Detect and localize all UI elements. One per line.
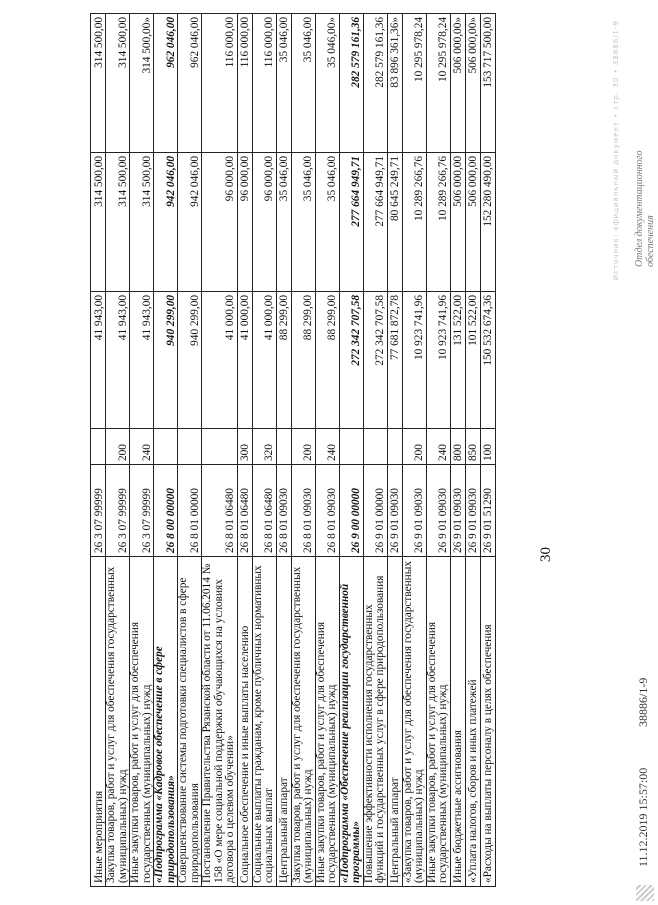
footer-doc-id: 38886/1-9: [636, 677, 650, 727]
cell-name: «Подпрограмма «Обеспечение реализации государственной программы»: [339, 557, 363, 887]
cell-value-1: 10 923 741,96: [402, 292, 426, 429]
cell-name: Иные закупки товаров, работ и услуг для обеспечения государственных (муниципальных) нужд: [426, 557, 450, 887]
table-row: [465, 14, 480, 887]
cell-value-3: 506 000,00»: [450, 14, 465, 153]
cell-vr: [276, 429, 291, 465]
cell-value-2: 80 645 249,71: [387, 153, 402, 292]
cell-name: Социальное обеспечение и иные выплаты населению: [237, 557, 252, 887]
cell-value-3: 35 046,00»: [315, 14, 339, 153]
cell-code: 26 8 01 09030: [315, 465, 339, 557]
cell-name: «Уплата налогов, сборов и иных платежей: [465, 557, 480, 887]
table-row: [91, 14, 106, 887]
cell-value-3: 35 046,00: [276, 14, 291, 153]
budget-table: [90, 13, 496, 887]
cell-value-3: 962 046,00: [154, 14, 178, 153]
cell-value-1: 41 000,00: [202, 292, 238, 429]
cell-code: 26 9 01 09030: [426, 465, 450, 557]
cell-value-2: 96 000,00: [237, 153, 252, 292]
cell-code: 26 3 07 99999: [130, 465, 154, 557]
cell-value-1: 88 299,00: [276, 292, 291, 429]
footer-stamp: [634, 150, 656, 267]
cell-value-2: 277 664 949,71: [339, 153, 363, 292]
cell-value-3: 35 046,00: [291, 14, 315, 153]
cell-code: 26 9 00 00000: [339, 465, 363, 557]
cell-value-3: 314 500,00: [91, 14, 106, 153]
cell-name: Повышение эффективности исполнения государственных функций и государственных услуг в сфере природопользования: [363, 557, 387, 887]
cell-vr: [363, 429, 387, 465]
cell-value-3: 962 046,00: [178, 14, 202, 153]
cell-value-1: 272 342 707,58: [339, 292, 363, 429]
table-row: [387, 14, 402, 887]
cell-value-3: 10 295 978,24: [426, 14, 450, 153]
cell-value-2: 942 046,00: [178, 153, 202, 292]
cell-value-1: 41 000,00: [252, 292, 276, 429]
cell-value-1: 940 299,00: [154, 292, 178, 429]
cell-value-1: 10 923 741,96: [426, 292, 450, 429]
cell-vr: 320: [252, 429, 276, 465]
cell-name: «Подпрограмма «Кадровое обеспечение в сфере природопользования»: [154, 557, 178, 887]
cell-value-2: 96 000,00: [252, 153, 276, 292]
cell-vr: 800: [450, 429, 465, 465]
cell-code: 26 8 01 09030: [291, 465, 315, 557]
cell-value-1: 41 943,00: [130, 292, 154, 429]
table-row: [252, 14, 276, 887]
cell-code: 26 8 01 09030: [276, 465, 291, 557]
cell-vr: 850: [465, 429, 480, 465]
cell-vr: [202, 429, 238, 465]
cell-value-3: 116 000,00: [202, 14, 238, 153]
table-row: [202, 14, 238, 887]
table-row: [154, 14, 178, 887]
cell-value-2: 35 046,00: [291, 153, 315, 292]
cell-value-2: 35 046,00: [315, 153, 339, 292]
cell-value-3: 10 295 978,24: [402, 14, 426, 153]
cell-value-1: 88 299,00: [315, 292, 339, 429]
cell-vr: 200: [402, 429, 426, 465]
cell-value-2: 35 046,00: [276, 153, 291, 292]
cell-name: «Расходы на выплаты персоналу в целях обеспечения: [480, 557, 495, 887]
table-row: [480, 14, 495, 887]
table-row: [315, 14, 339, 887]
cell-vr: [91, 429, 106, 465]
table-row: [363, 14, 387, 887]
qr-mark-icon: [636, 885, 654, 901]
cell-code: 26 8 01 06480: [202, 465, 238, 557]
rotated-page-content: [90, 14, 656, 887]
cell-name: Социальные выплаты гражданам, кроме публичных нормативных социальных выплат: [252, 557, 276, 887]
cell-value-3: 282 579 161,36: [339, 14, 363, 153]
cell-code: 26 3 07 99999: [106, 465, 130, 557]
cell-code: 26 9 01 09030: [450, 465, 465, 557]
cell-value-1: 41 943,00: [91, 292, 106, 429]
cell-vr: 240: [426, 429, 450, 465]
cell-code: 26 9 01 00000: [363, 465, 387, 557]
table-row: [402, 14, 426, 887]
cell-name: Центральный аппарат: [276, 557, 291, 887]
cell-value-2: 506 000,00: [450, 153, 465, 292]
footer-stamp-line2: обеспечения: [645, 215, 656, 267]
table-row: [339, 14, 363, 887]
cell-code: 26 8 01 06480: [237, 465, 252, 557]
cell-vr: 100: [480, 429, 495, 465]
cell-code: 26 9 01 09030: [387, 465, 402, 557]
cell-value-1: 150 532 674,36: [480, 292, 495, 429]
cell-vr: 300: [237, 429, 252, 465]
cell-vr: [387, 429, 402, 465]
footer-stamp-line1: Отдел документационного: [634, 150, 645, 267]
table-row: [291, 14, 315, 887]
cell-value-2: 152 280 490,00: [480, 153, 495, 292]
cell-name: Постановление Правительства Рязанской области от 11.06.2014 № 158 «О мере социальной поддержки обучающихся на условиях договора о целевом обучении»: [202, 557, 238, 887]
cell-value-2: 506 000,00: [465, 153, 480, 292]
cell-value-1: 940 299,00: [178, 292, 202, 429]
page-number: 30: [538, 547, 554, 562]
cell-value-1: 101 522,00: [465, 292, 480, 429]
cell-name: Центральный аппарат: [387, 557, 402, 887]
cell-vr: 200: [291, 429, 315, 465]
table-row: [450, 14, 465, 887]
cell-name: Иные закупки товаров, работ и услуг для обеспечения государственных (муниципальных) нужд: [315, 557, 339, 887]
cell-name: Иные бюджетные ассигнования: [450, 557, 465, 887]
cell-value-2: 314 500,00: [106, 153, 130, 292]
cell-value-2: 314 500,00: [130, 153, 154, 292]
cell-value-2: 314 500,00: [91, 153, 106, 292]
page-footer: [634, 14, 658, 887]
cell-value-2: 942 046,00: [154, 153, 178, 292]
cell-value-3: 506 000,00»: [465, 14, 480, 153]
footer-timestamp: 11.12.2019 15:57:00: [636, 767, 650, 867]
cell-code: 26 8 01 00000: [178, 465, 202, 557]
cell-value-3: 116 000,00: [237, 14, 252, 153]
cell-value-1: 88 299,00: [291, 292, 315, 429]
cell-value-1: 131 522,00: [450, 292, 465, 429]
cell-value-3: 116 000,00: [252, 14, 276, 153]
table-row: [237, 14, 252, 887]
table-row: [130, 14, 154, 887]
cell-value-2: 10 289 266,76: [426, 153, 450, 292]
cell-vr: 200: [106, 429, 130, 465]
cell-value-2: 10 289 266,76: [402, 153, 426, 292]
cell-name: Закупка товаров, работ и услуг для обеспечения государственных (муниципальных) нужд: [291, 557, 315, 887]
cell-value-1: 41 943,00: [106, 292, 130, 429]
cell-value-3: 314 500,00»: [130, 14, 154, 153]
cell-code: 26 8 00 00000: [154, 465, 178, 557]
cell-vr: [339, 429, 363, 465]
cell-vr: [154, 429, 178, 465]
cell-name: Закупка товаров, работ и услуг для обеспечения государственных (муниципальных) нужд: [106, 557, 130, 887]
table-row: [276, 14, 291, 887]
cell-value-1: 41 000,00: [237, 292, 252, 429]
table-row: [426, 14, 450, 887]
cell-name: Иные мероприятия: [91, 557, 106, 887]
cell-code: 26 9 01 09030: [465, 465, 480, 557]
cell-value-3: 282 579 161,36: [363, 14, 387, 153]
cell-name: «Закупка товаров, работ и услуг для обеспечения государственных (муниципальных) нужд: [402, 557, 426, 887]
side-watermark: Источник: официальный документ • стр. 30 • 38886/1-9: [612, 20, 620, 281]
table-row: [106, 14, 130, 887]
cell-vr: 240: [315, 429, 339, 465]
budget-table-body: [91, 14, 496, 887]
cell-code: 26 3 07 99999: [91, 465, 106, 557]
cell-code: 26 9 01 09030: [402, 465, 426, 557]
cell-code: 26 9 01 51290: [480, 465, 495, 557]
table-row: [178, 14, 202, 887]
cell-name: Совершенствование системы подготовки специалистов в сфере природопользования: [178, 557, 202, 887]
cell-name: Иные закупки товаров, работ и услуг для обеспечения государственных (муниципальных) нужд: [130, 557, 154, 887]
cell-code: 26 8 01 06480: [252, 465, 276, 557]
cell-vr: [178, 429, 202, 465]
cell-value-3: 153 717 500,00: [480, 14, 495, 153]
cell-vr: 240: [130, 429, 154, 465]
cell-value-2: 96 000,00: [202, 153, 238, 292]
cell-value-2: 277 664 949,71: [363, 153, 387, 292]
cell-value-1: 77 681 872,78: [387, 292, 402, 429]
cell-value-3: 314 500,00: [106, 14, 130, 153]
cell-value-3: 83 896 361,36»: [387, 14, 402, 153]
cell-value-1: 272 342 707,58: [363, 292, 387, 429]
